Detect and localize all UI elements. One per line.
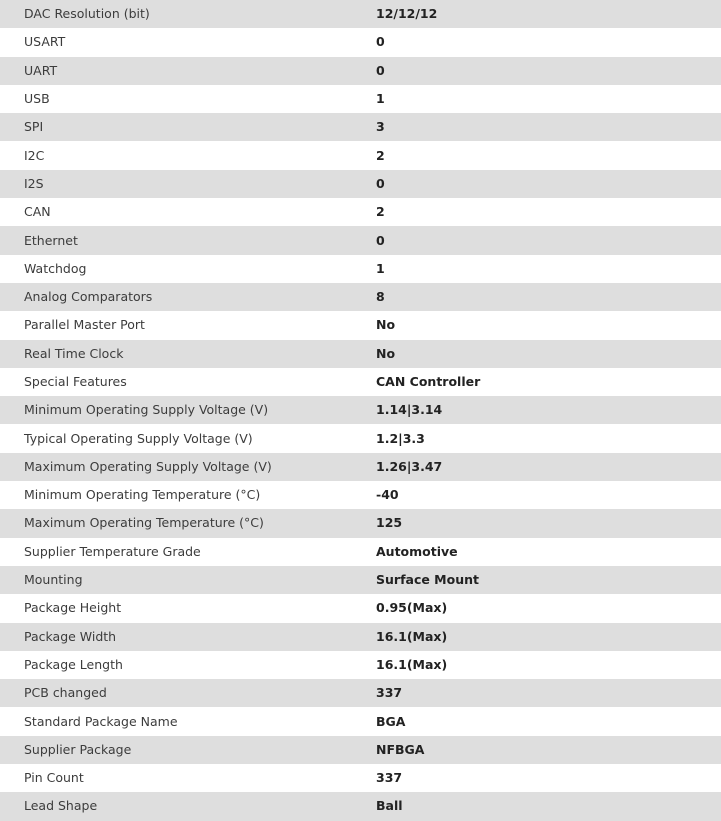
spec-value: CAN Controller xyxy=(376,374,481,389)
spec-row xyxy=(0,141,721,169)
spec-value: 3 xyxy=(376,119,385,135)
spec-label: Maximum Operating Temperature (°C) xyxy=(24,515,264,531)
spec-label: Pin Count xyxy=(24,770,84,786)
spec-value: 16.1(Max) xyxy=(376,628,448,644)
spec-value: 0 xyxy=(376,34,385,50)
spec-value: No xyxy=(376,345,396,361)
spec-row xyxy=(0,764,721,792)
spec-label: Parallel Master Port xyxy=(24,317,145,333)
spec-value: 2 xyxy=(376,147,385,163)
spec-value: 0.95(Max) xyxy=(376,600,448,616)
spec-label: Ethernet xyxy=(24,232,78,248)
spec-row xyxy=(0,85,721,113)
spec-label: Typical Operating Supply Voltage (V) xyxy=(24,430,253,446)
spec-value: 337 xyxy=(376,770,403,786)
spec-row xyxy=(0,396,721,424)
spec-value: 2 xyxy=(376,204,385,220)
spec-label: Supplier Temperature Grade xyxy=(24,543,201,559)
spec-row xyxy=(0,707,721,735)
spec-value: 0 xyxy=(376,175,385,191)
spec-row xyxy=(0,538,721,566)
spec-row xyxy=(0,226,721,254)
spec-label: Minimum Operating Supply Voltage (V) xyxy=(24,402,269,418)
spec-value: Ball xyxy=(376,798,403,814)
spec-label: USART xyxy=(24,34,66,50)
spec-label: Package Height xyxy=(24,600,122,616)
spec-label: I2C xyxy=(24,147,45,163)
spec-value: 0 xyxy=(376,62,385,78)
spec-row xyxy=(0,792,721,820)
spec-label: Maximum Operating Supply Voltage (V) xyxy=(24,458,272,474)
spec-value: 1 xyxy=(376,260,385,276)
spec-label: Lead Shape xyxy=(24,798,98,814)
spec-label: Real Time Clock xyxy=(24,345,124,361)
spec-value: BGA xyxy=(376,713,406,729)
spec-label: USB xyxy=(24,91,50,107)
spec-row xyxy=(0,28,721,56)
spec-label: Supplier Package xyxy=(24,741,132,757)
spec-value: 125 xyxy=(376,515,403,531)
spec-row xyxy=(0,368,721,396)
spec-row xyxy=(0,255,721,283)
spec-label: Standard Package Name xyxy=(24,713,178,729)
spec-value: 16.1(Max) xyxy=(376,656,448,672)
spec-row xyxy=(0,57,721,85)
spec-row xyxy=(0,481,721,509)
spec-label: DAC Resolution (bit) xyxy=(24,6,150,22)
spec-row xyxy=(0,311,721,339)
spec-label: SPI xyxy=(24,119,44,135)
spec-value: NFBGA xyxy=(376,741,425,757)
spec-row xyxy=(0,0,721,28)
spec-row xyxy=(0,340,721,368)
spec-value: Automotive xyxy=(376,543,458,559)
spec-label: Watchdog xyxy=(24,260,87,276)
spec-row xyxy=(0,509,721,537)
spec-row xyxy=(0,283,721,311)
spec-row xyxy=(0,113,721,141)
spec-value: -40 xyxy=(376,487,399,503)
spec-value: 8 xyxy=(376,289,385,305)
spec-label: Package Width xyxy=(24,628,117,644)
spec-row xyxy=(0,736,721,764)
spec-label: Special Features xyxy=(24,374,127,389)
spec-label: Mounting xyxy=(24,572,83,588)
spec-row xyxy=(0,594,721,622)
spec-row xyxy=(0,198,721,226)
spec-label: Package Length xyxy=(24,656,123,672)
spec-row xyxy=(0,170,721,198)
spec-label: UART xyxy=(24,62,58,78)
spec-row xyxy=(0,679,721,707)
spec-value: Surface Mount xyxy=(376,572,479,588)
spec-label: PCB changed xyxy=(24,685,107,701)
spec-value: 337 xyxy=(376,685,403,701)
spec-value: 1.14|3.14 xyxy=(376,402,443,418)
spec-value: 1.2|3.3 xyxy=(376,430,425,446)
spec-label: CAN xyxy=(24,204,51,220)
spec-row xyxy=(0,566,721,594)
spec-row xyxy=(0,424,721,452)
spec-row xyxy=(0,651,721,679)
spec-label: Minimum Operating Temperature (°C) xyxy=(24,487,261,503)
spec-value: 12/12/12 xyxy=(376,6,438,22)
spec-row xyxy=(0,453,721,481)
spec-value: 1.26|3.47 xyxy=(376,458,443,474)
spec-row xyxy=(0,623,721,651)
spec-value: 1 xyxy=(376,91,385,107)
spec-label: I2S xyxy=(24,175,44,191)
spec-value: No xyxy=(376,317,396,333)
spec-label: Analog Comparators xyxy=(24,289,153,305)
spec-value: 0 xyxy=(376,232,385,248)
